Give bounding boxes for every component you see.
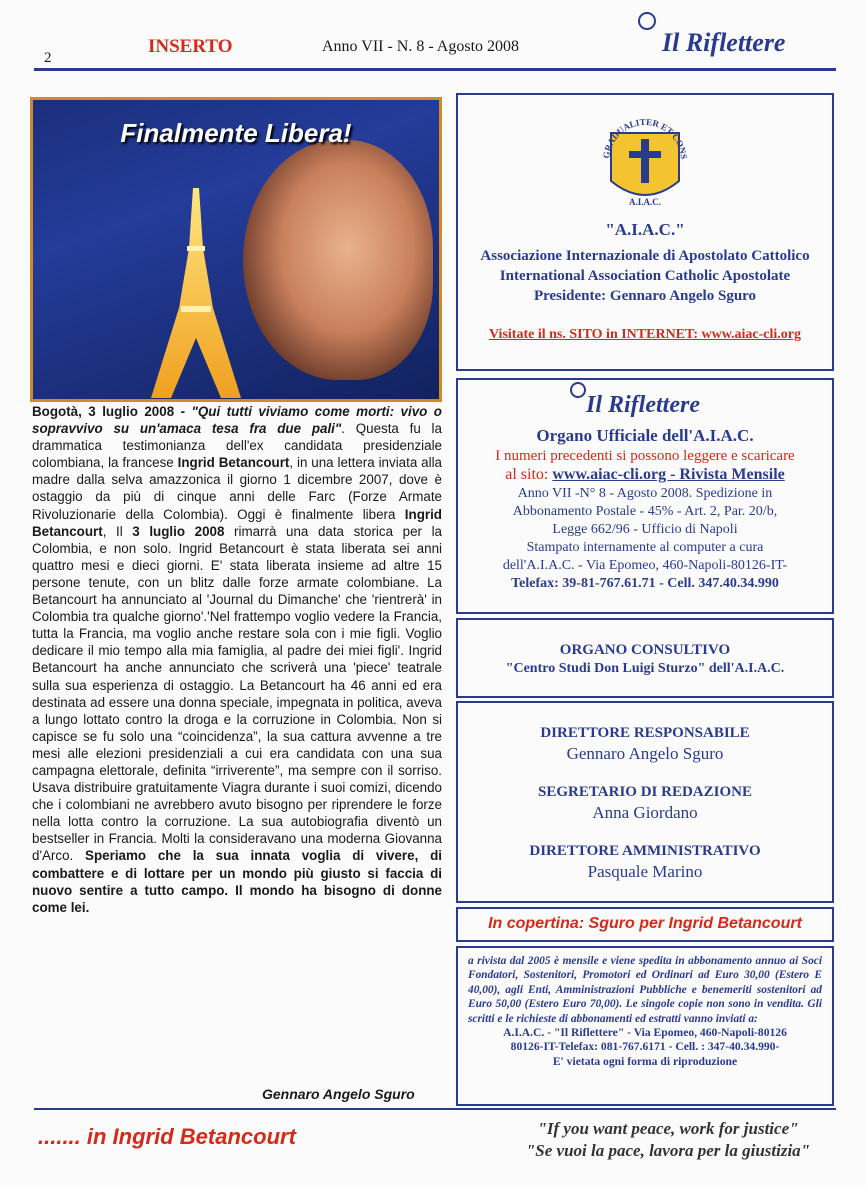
cover-image [30,97,442,402]
riflettere-line4: Stampato internamente al computer a cura [526,540,764,555]
article-text-3: , Il [102,523,133,539]
footer-motto [500,1118,836,1162]
subscription-address-2: 80126-IT-Telefax: 081-767.6171 - Cell. : 347-40.34.990- [510,1040,780,1054]
aiac-box [456,93,834,371]
header-rule [34,68,836,71]
copertina-box [456,907,834,942]
header-logo [636,26,832,62]
riflettere-logo-ring-icon [570,382,586,398]
riflettere-line3: Legge 662/96 - Ufficio di Napoli [552,522,738,537]
aiac-line1: Associazione Internazionale di Apostolato Cattolico [480,248,810,264]
seal-motto: GRADUALITER ET CONS [601,116,689,160]
article-quote: "Qui tutti viviamo come morti: vivo o sopravvivo su un'amaca tesa fra due pali" [32,404,442,437]
page-number: 2 [44,50,52,66]
aiac-seal-icon [595,103,695,211]
staff-role-3: DIRETTORE AMMINISTRATIVO [529,843,761,859]
staff-role-1: DIRETTORE RESPONSABILE [540,725,750,741]
article-closing: Speriamo che la sua innata voglia di vivere, di combattere e di lottare per un mondo più giusto si faccia di nuovo sentire a tutto campo. Il mondo ha bisogno di donne come lei. [32,848,442,915]
section-label: INSERTO [148,36,233,57]
article-name-1: Ingrid Betancourt [177,455,290,471]
footer-caption: ....... in Ingrid Betancourt [38,1124,296,1149]
subscription-text: a rivista dal 2005 è mensile e viene spedita in abbonamento annuo ai Soci Fondatori, Sostenitori, Promotori ed Ordinari ad Euro 30,00 (Estero E 40,00), agli Enti, Amministrazioni Pubbliche e benemeriti sostenitori ad Euro 50,00 (Estero Euro 70,00). Le singole copie non sono in vendita. Gli scritti e le richieste di abbonamenti ed estratti vanno inviati a: [468,955,822,1025]
article-text-2: , in una lettera inviata alla madre dalla selva amazzonica il giorno 1 dicembre 2007, dove è ostaggio da più di cinque anni delle Farc (Forze Armate Rivoluzionarie della Colombia). Oggi è finalmente libera [32,455,443,522]
consultivo-title: ORGANO CONSULTIVO [559,642,731,658]
riflettere-contacts: Telefax: 39-81-767.61.71 - Cell. 347.40.34.990 [511,576,779,591]
article-date-2: 3 luglio 2008 [132,523,225,539]
copertina-caption: In copertina: Sguro per Ingrid Betancourt [488,915,802,932]
riflettere-box [456,378,834,614]
consultivo-name: "Centro Studi Don Luigi Sturzo" dell'A.I.A.C. [505,661,785,676]
footer-rule [34,1108,836,1110]
riflettere-line5: dell'A.I.A.C. - Via Epomeo, 460-Napoli-80126-IT- [502,558,788,573]
subscription-copyright: E' vietata ogni forma di riproduzione [552,1054,738,1068]
article-dateline: Bogotà, 3 luglio 2008 - [32,404,192,419]
article-text-1: . Questa fu la drammatica testimonianza dell'ex candidata presidenziale colombiana, la francese [32,421,442,471]
staff-name-2: Anna Giordano [592,803,698,822]
logo-ring-icon [638,12,656,30]
consultivo-box [456,618,834,698]
footer-motto-en: "If you want peace, work for justice" [537,1119,799,1138]
article-name-2: Ingrid Betancourt [32,506,442,539]
staff-name-1: Gennaro Angelo Sguro [566,744,724,763]
portrait-image [243,140,433,380]
staff-name-3: Pasquale Marino [587,862,703,881]
footer-motto-it: "Se vuoi la pace, lavora per la giustizia" [525,1141,811,1160]
cover-title: Finalmente Libera! [120,118,352,148]
aiac-title: "A.I.A.C." [605,220,685,239]
riflettere-site-prefix: al sito: [505,466,553,483]
article-text-4: rimarrà una data storica per la Colombia, e non solo. Ingrid Betancourt è stata liberata sei anni quattro mesi e dieci giorni. E' stata liberata insieme ad altre 15 persone tenute, con un blitz dalle forze armate colombiane. La Betancourt ha annunciato al 'Journal du Dimanche' che 'rientrerà' in Colombia tra qualche giorno'.'Nel frattempo voglio vedere la Francia, tutta la Francia, ma voglio anche restare sola con i mie figli. Voglio dedicare il mio tempo alla mia famiglia, al padre dei miei figli'. Ingrid Betancourt ha anche annunciato che scriverà una 'piece' teatrale sulla sua esperienza di ostaggio. La Betancourt ha 46 anni ed era destinata ad essere una donna speciale, impegnata in politica, aveva a lungo lottato contro la droga e la corruzione in Colombia. Non si capisce se fu solo una “coincidenza”, la sua cattura avvenne a tre mesi alle elezioni presidenziali a cui era candidata con una sua campagna elettorale, definita “irriverente”, ma sempre con il sorriso. Usava distribuire gratuitamente Viagra durante i suoi comizi, dicendo che i colombiani ne avrebbero avuto bisogno per riprendere le forze nella lotta contro la corruzione. La sua autobiografia diventò un bestseller in Francia. Molti la consideravano una moderna Giovanna d'Arco. [32,523,442,864]
eiffel-tower-icon [141,188,251,398]
header-logo-text: Il Riflettere [662,28,786,57]
riflettere-archive-note: I numeri precedenti si possono leggere e scaricare [495,448,795,464]
riflettere-logo-text: Il Riflettere [586,392,700,418]
subscription-address-1: A.I.A.C. - "Il Riflettere" - Via Epomeo, 460-Napoli-80126 [503,1026,787,1040]
riflettere-site-link[interactable]: www.aiac-cli.org - Rivista Mensile [552,466,785,483]
article-signature: Gennaro Angelo Sguro [262,1086,415,1102]
issue-label: Anno VII - N. 8 - Agosto 2008 [322,38,520,55]
aiac-president: Presidente: Gennaro Angelo Sguro [533,288,757,304]
subscription-box [456,946,834,1106]
article-body [32,403,442,916]
riflettere-line2: Abbonamento Postale - 45% - Art. 2, Par. 20/b, [512,504,778,519]
riflettere-line1: Anno VII -N° 8 - Agosto 2008. Spedizione in [517,486,773,501]
staff-role-2: SEGRETARIO DI REDAZIONE [538,784,752,800]
aiac-site-link[interactable]: Visitate il ns. SITO in INTERNET: www.aiac-cli.org [488,327,802,342]
aiac-line2: International Association Catholic Apostolate [499,268,791,284]
staff-box [456,701,834,903]
seal-acronym: A.I.A.C. [628,197,662,207]
riflettere-logo [458,392,832,426]
riflettere-organ: Organo Ufficiale dell'A.I.A.C. [536,426,754,445]
